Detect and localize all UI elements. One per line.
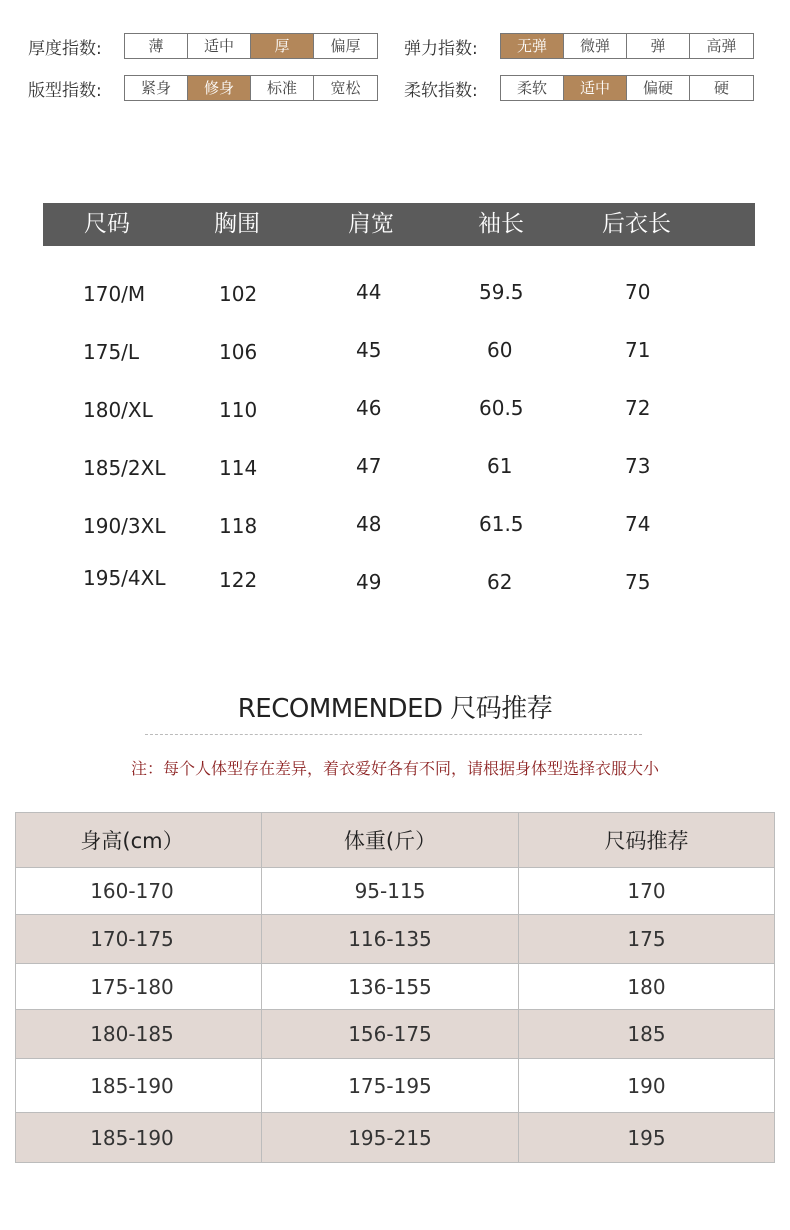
height-value: 170-175 [90,927,174,951]
chest-cell: 106 [219,340,258,364]
index-options [124,75,378,101]
size-cell: 170/M [83,282,146,306]
height-cell [16,964,262,1010]
height-cell [16,868,262,915]
index-options [500,75,754,101]
size-cell: 180/XL [83,398,153,422]
height-value: 175-180 [90,974,174,999]
size-rec-cell: 190 [519,1059,775,1113]
index-row-fit [28,75,378,101]
height-value: 185-190 [90,1125,174,1150]
size-cell: 185/2XL [83,456,166,480]
header-height-label: 身高(cm） [80,829,184,853]
size-rec-cell: 195 [519,1113,775,1163]
index-option: 微弹 [564,34,627,58]
weight-cell: 136-155 [262,964,519,1010]
index-label: 厚度指数: [28,38,102,59]
height-value: 160-170 [90,879,174,903]
index-option: 硬 [713,79,729,97]
index-option: 紧身 [125,76,188,100]
index-label: 版型指数: [28,80,102,101]
index-label: 柔软指数: [404,80,478,101]
length-cell: 70 [625,280,651,304]
table-row [16,1059,775,1113]
sleeve-cell: 60.5 [479,396,524,420]
index-option: 偏硬 [627,76,690,100]
title-divider [145,734,642,735]
table-row [16,1010,775,1059]
index-option-selected: 修身 [188,76,251,100]
index-option-selected: 无弹 [501,34,564,58]
index-option: 柔软 [501,76,564,100]
index-row-softness [404,75,754,101]
weight-cell: 156-175 [262,1010,519,1059]
length-cell: 72 [625,396,651,420]
index-option-selected: 厚 [251,34,314,58]
sleeve-cell: 59.5 [479,280,524,304]
size-rec-cell: 185 [519,1010,775,1059]
table-row [16,868,775,915]
index-option: 弹 [627,34,690,58]
weight-cell: 175-195 [262,1059,519,1113]
index-label: 弹力指数: [404,38,478,59]
size-cell: 195/4XL [83,566,166,590]
height-value: 180-185 [90,1022,174,1046]
size-header-length: 后衣长 [602,211,671,237]
height-cell [16,1113,262,1163]
chest-cell: 110 [219,398,258,422]
height-cell [16,1059,262,1113]
size-header-shoulder: 肩宽 [348,211,394,237]
table-row [16,915,775,964]
weight-cell: 116-135 [262,915,519,964]
index-option: 标准 [251,76,314,100]
size-rec-cell: 170 [519,868,775,915]
recommend-title: RECOMMENDED 尺码推荐 [237,694,553,724]
index-option: 高弹 [706,37,737,55]
chest-cell: 122 [219,568,258,592]
size-cell: 190/3XL [83,514,166,538]
size-header-size: 尺码 [84,211,130,237]
shoulder-cell: 48 [356,512,382,536]
weight-cell: 95-115 [262,868,519,915]
height-cell [16,915,262,964]
header-height [16,813,262,868]
sleeve-cell: 61 [487,454,513,478]
size-table-header [43,203,755,246]
height-cell [16,1010,262,1059]
recommend-table-header [16,813,775,868]
index-option: 宽松 [330,79,361,97]
index-option: 偏厚 [330,37,361,55]
index-option-selected: 适中 [564,76,627,100]
height-value: 185-190 [90,1073,174,1098]
index-row-thickness [28,33,378,59]
index-option: 适中 [188,34,251,58]
sleeve-cell: 60 [487,338,513,362]
shoulder-cell: 44 [356,280,382,304]
shoulder-cell: 45 [356,338,382,362]
index-row-elasticity [404,33,754,59]
weight-cell: 195-215 [262,1113,519,1163]
recommend-table [15,812,775,1163]
length-cell: 75 [625,570,651,594]
recommend-note: 注：每个人体型存在差异，着衣爱好各有不同，请根据身体型选择衣服大小 [130,759,659,778]
size-header-chest: 胸围 [214,211,260,237]
length-cell: 73 [625,454,651,478]
size-rec-cell: 175 [519,915,775,964]
size-rec-cell: 180 [519,964,775,1010]
length-cell: 74 [625,512,651,536]
shoulder-cell: 46 [356,396,382,420]
index-options [500,33,754,59]
index-options [124,33,378,59]
shoulder-cell: 49 [356,570,382,594]
size-header-sleeve: 袖长 [478,211,524,237]
sleeve-cell: 61.5 [479,512,524,536]
table-row [16,1113,775,1163]
chest-cell: 102 [219,282,258,306]
shoulder-cell: 47 [356,454,382,478]
size-cell: 175/L [83,340,140,364]
chest-cell: 114 [219,456,258,480]
index-option: 薄 [125,34,188,58]
header-weight: 体重(斤） [262,813,519,868]
table-row [16,964,775,1010]
length-cell: 71 [625,338,651,362]
sleeve-cell: 62 [487,570,513,594]
header-size: 尺码推荐 [519,813,775,868]
chest-cell: 118 [219,514,258,538]
